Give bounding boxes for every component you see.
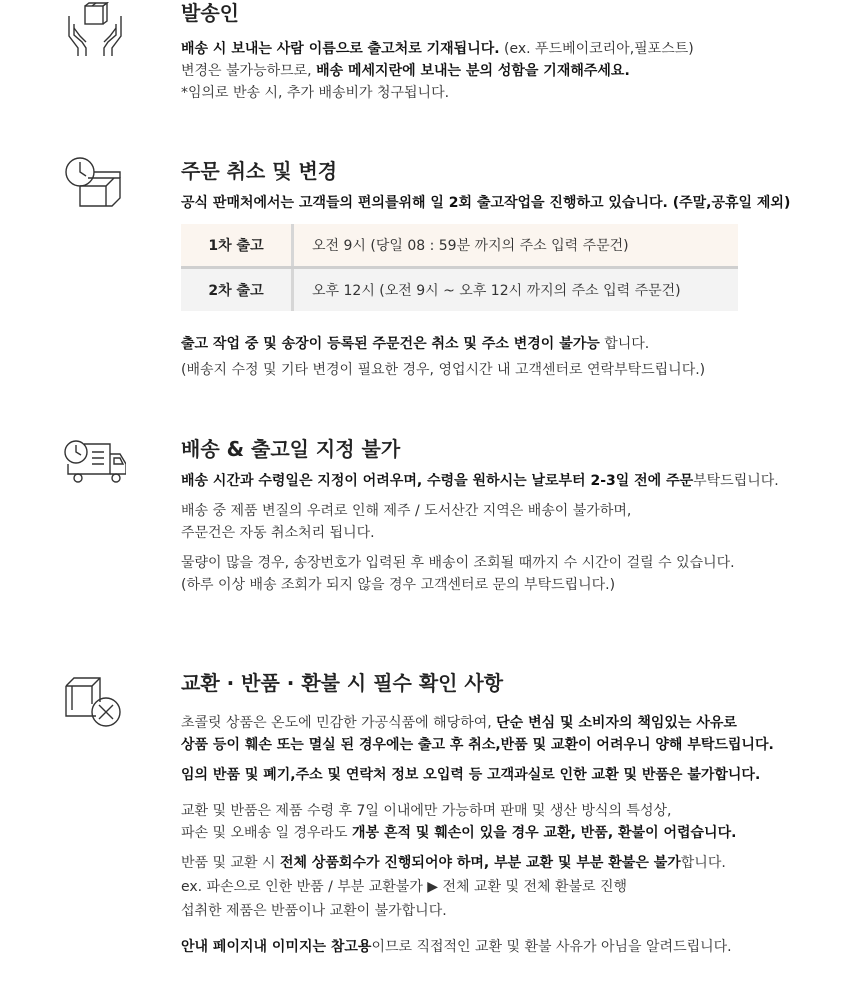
delivery-line1: 배송 시간과 수령일은 지정이 어려우며, 수령을 원하시는 날로부터 2-3일 전에 주문부탁드립니다. xyxy=(181,473,779,489)
exchange-p3-line2: 파손 및 오배송 일 경우라도 개봉 흔적 및 훼손이 있을 경우 교환, 반품, 환불이 어렵습니다. xyxy=(181,825,737,841)
box-cancel-icon xyxy=(62,672,126,732)
sender-line1: 배송 시 보내는 사람 이름으로 출고처로 기재됩니다. (ex. 푸드베이코리아,필포스트) xyxy=(181,41,694,57)
table-row xyxy=(181,224,738,266)
delivery-line4: 물량이 많을 경우, 송장번호가 입력된 후 배송이 조회될 때까지 수 시간이 걸릴 수 있습니다. xyxy=(181,555,735,571)
shipping-round-value: 오후 12시 (오전 9시 ~ 오후 12시 까지의 주소 입력 주문건) xyxy=(312,283,681,299)
exchange-title: 교환 · 반품 · 환불 시 필수 확인 사항 xyxy=(181,671,504,695)
clock-box-icon xyxy=(62,152,126,212)
cancel-title: 주문 취소 및 변경 xyxy=(181,159,338,183)
exchange-p6: 섭취한 제품은 반품이나 교환이 불가합니다. xyxy=(181,903,447,919)
delivery-title: 배송 & 출고일 지정 불가 xyxy=(181,437,401,461)
table-row xyxy=(181,269,738,311)
shipping-round-value: 오전 9시 (당일 08 : 59분 까지의 주소 입력 주문건) xyxy=(312,238,629,254)
cancel-subtitle: 공식 판매처에서는 고객들의 편의를위해 일 2회 출고작업을 진행하고 있습니다. (주말,공휴일 제외) xyxy=(181,195,791,211)
delivery-truck-icon xyxy=(62,432,126,492)
shipping-schedule-table xyxy=(181,224,738,311)
sender-line3: *임의로 반송 시, 추가 배송비가 청구됩니다. xyxy=(181,85,450,101)
delivery-line2: 배송 중 제품 변질의 우려로 인해 제주 / 도서산간 지역은 배송이 불가하며, xyxy=(181,503,632,519)
cancel-note1: 출고 작업 중 및 송장이 등록된 주문건은 취소 및 주소 변경이 불가능 합니다. xyxy=(181,336,650,352)
shipping-round-label: 2차 출고 xyxy=(181,269,293,311)
exchange-p7: 안내 페이지내 이미지는 참고용이므로 직접적인 교환 및 환불 사유가 아님을 알려드립니다. xyxy=(181,939,732,955)
hands-holding-box-icon xyxy=(66,2,124,58)
sender-line2: 변경은 불가능하므로, 배송 메세지란에 보내는 분의 성함을 기재해주세요. xyxy=(181,63,630,79)
exchange-p4: 반품 및 교환 시 전체 상품회수가 진행되어야 하며, 부분 교환 및 부분 환불은 불가합니다. xyxy=(181,855,726,871)
exchange-p5: ex. 파손으로 인한 반품 / 부분 교환불가 ▶ 전체 교환 및 전체 환불로 진행 xyxy=(181,879,628,895)
sender-title: 발송인 xyxy=(181,1,239,25)
cancel-note2: (배송지 수정 및 기타 변경이 필요한 경우, 영업시간 내 고객센터로 연락부탁드립니다.) xyxy=(181,362,706,378)
shipping-round-label: 1차 출고 xyxy=(181,224,293,266)
delivery-line5: (하루 이상 배송 조회가 되지 않을 경우 고객센터로 문의 부탁드립니다.) xyxy=(181,577,616,593)
exchange-p1-line2: 상품 등이 훼손 또는 멸실 된 경우에는 출고 후 취소,반품 및 교환이 어려우니 양해 부탁드립니다. xyxy=(181,737,774,753)
exchange-p1-line1: 초콜릿 상품은 온도에 민감한 가공식품에 해당하여, 단순 변심 및 소비자의 책임있는 사유로 xyxy=(181,715,737,731)
exchange-p3-line1: 교환 및 반품은 제품 수령 후 7일 이내에만 가능하며 판매 및 생산 방식의 특성상, xyxy=(181,803,672,819)
delivery-line3: 주문건은 자동 취소처리 됩니다. xyxy=(181,525,375,541)
exchange-p2: 임의 반품 및 폐기,주소 및 연락처 정보 오입력 등 고객과실로 인한 교환 및 반품은 불가합니다. xyxy=(181,767,761,783)
